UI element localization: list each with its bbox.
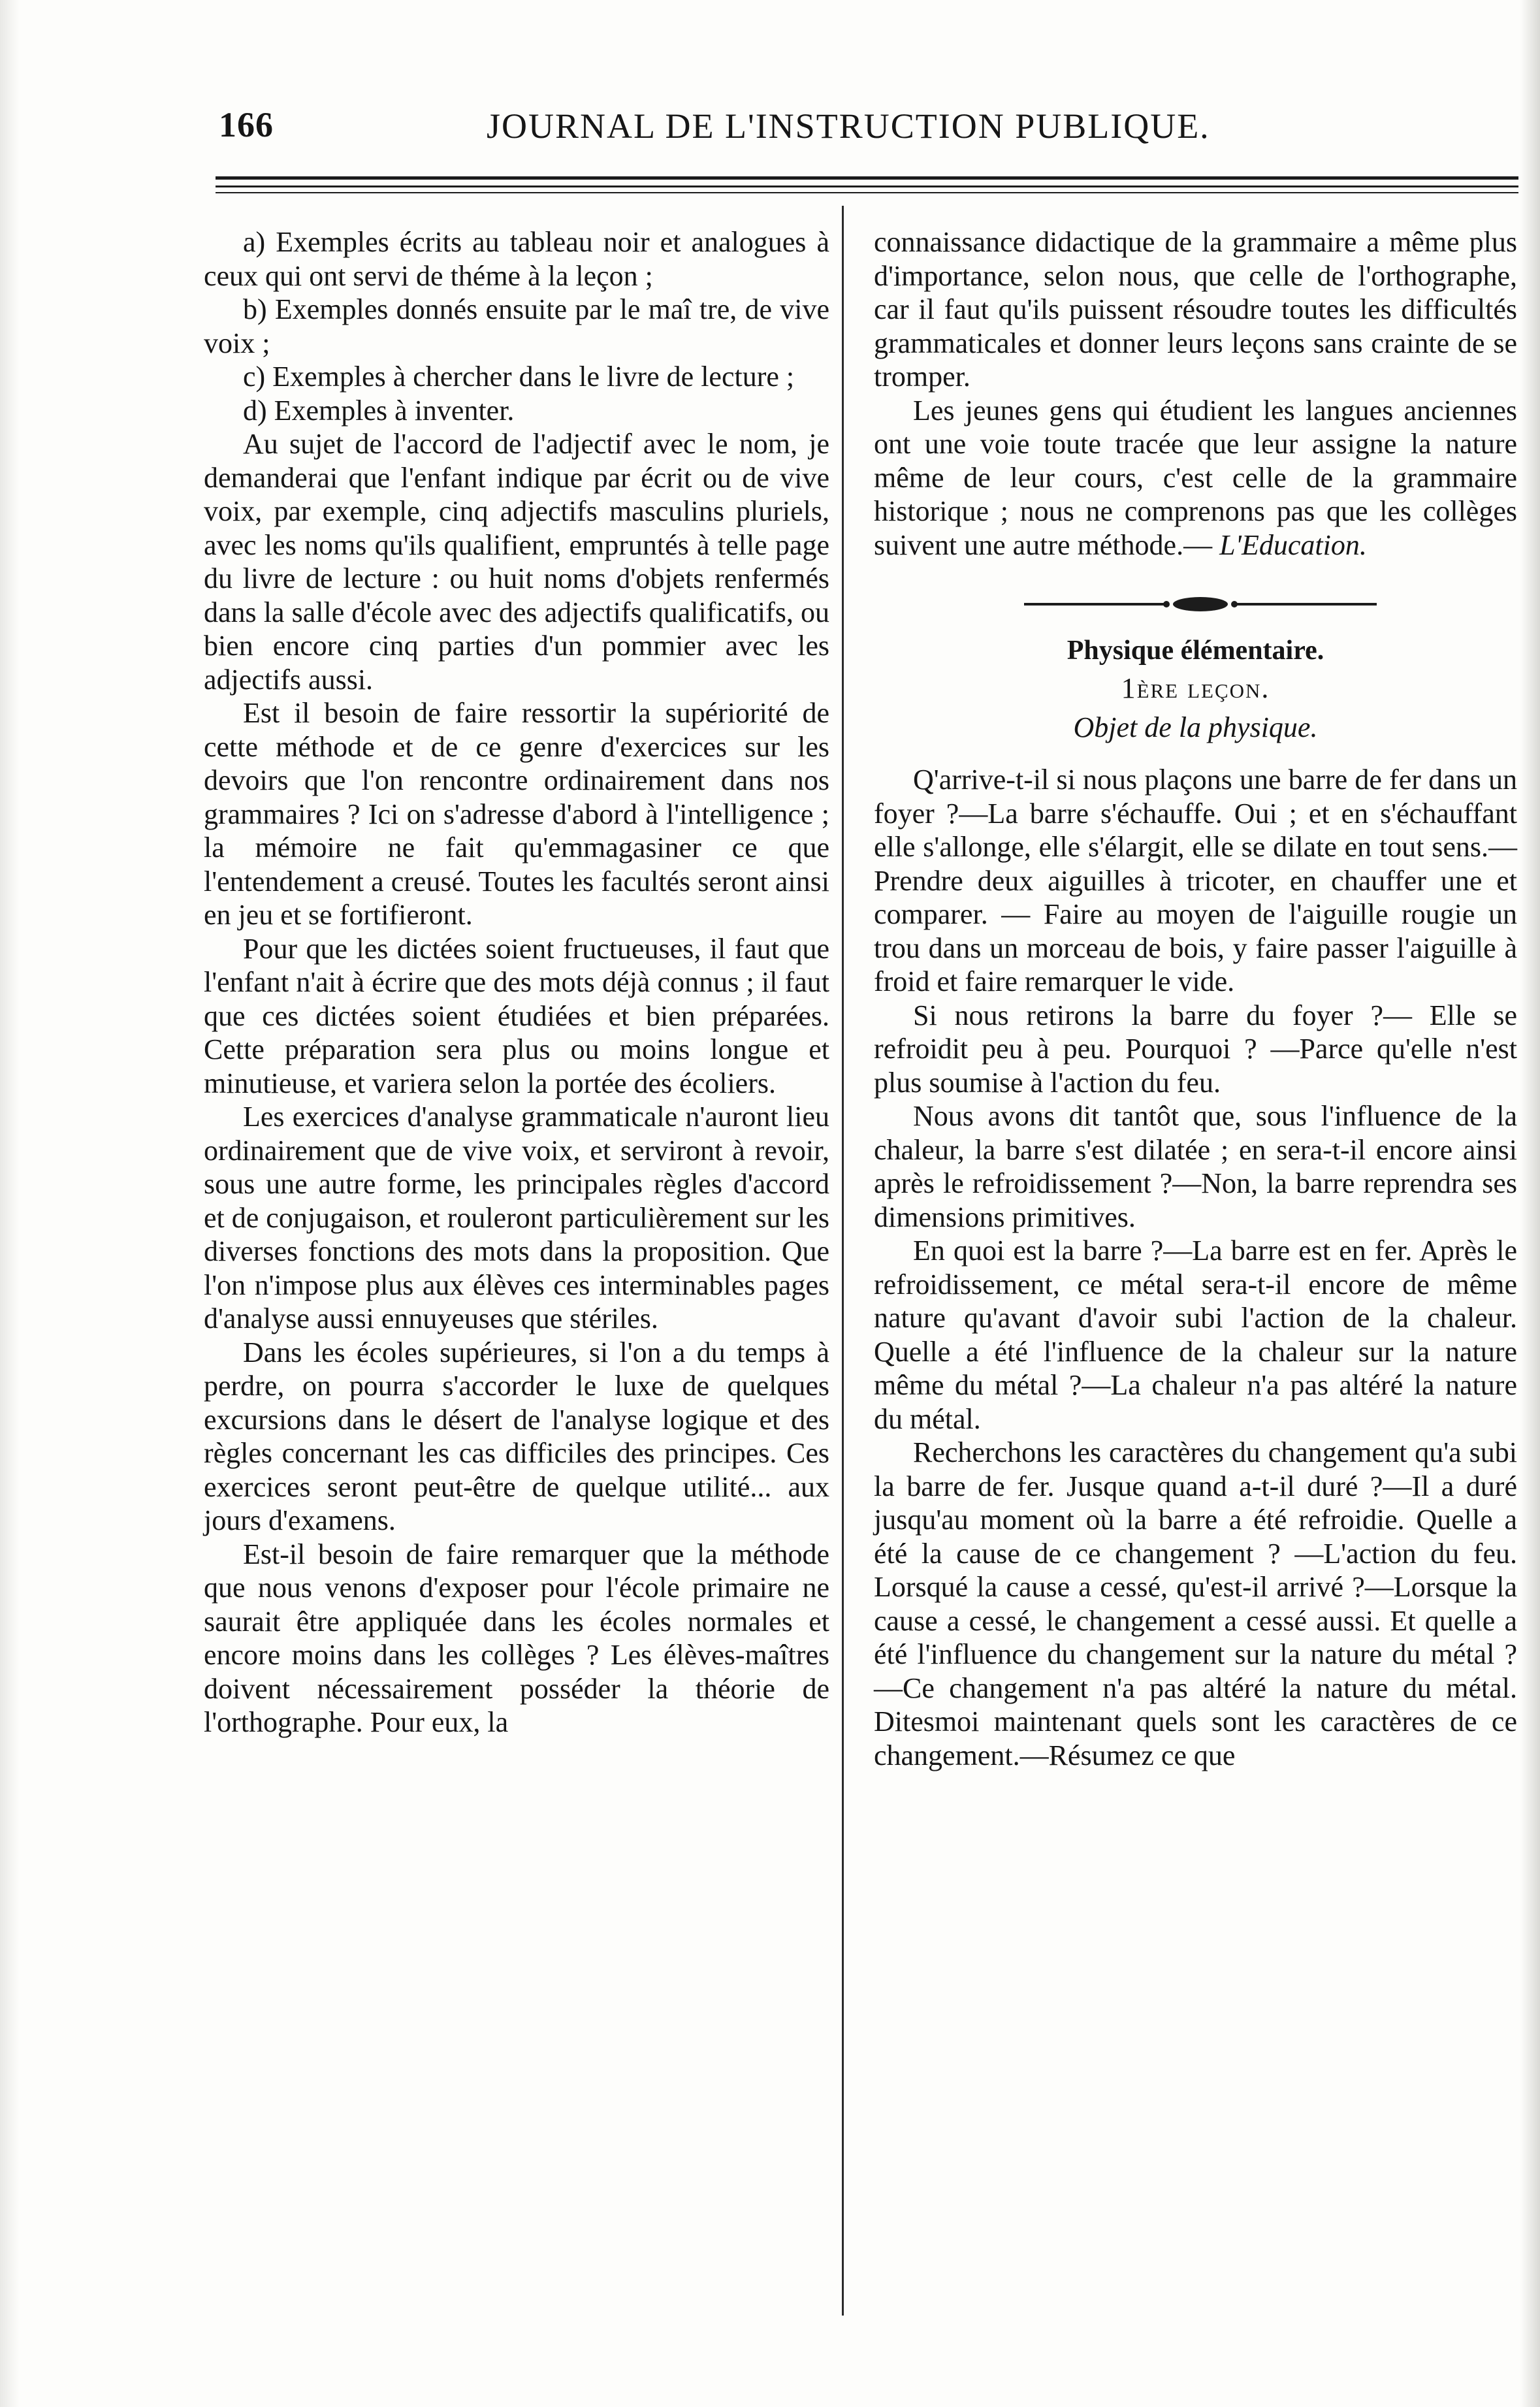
paragraph: Est il besoin de faire ressortir la supériorité de cette méthode et de ce genre d'exercices sur les devoirs que l'on rencontre ordinairement dans nos grammaires ? Ici on s'adresse d'abord à l'intelligence ; la mémoire ne fait qu'emmagasiner ce que l'entendement a creusé. Toutes les facultés seront ainsi en jeu et se fortifieront.: [204, 697, 829, 931]
paragraph: Pour que les dictées soient fructueuses, il faut que l'enfant n'ait à écrire que des mots déjà connus ; il faut que ces dictées soient étudiées et bien préparées. Cette préparation sera plus ou moins longue et minutieuse, et variera selon la portée des écoliers.: [204, 932, 829, 1099]
running-title: JOURNAL DE L'INSTRUCTION PUBLIQUE.: [487, 106, 1210, 146]
left-column: [204, 225, 829, 1739]
source-attribution: L'Education.: [1219, 528, 1367, 561]
paragraph: Si nous retirons la barre du foyer ?— Elle se refroidit peu à peu. Pourquoi ? —Parce qu'elle n'est plus soumise à l'action du feu.: [874, 999, 1517, 1099]
right-column: [874, 225, 1517, 1772]
paragraph-text: Les jeunes gens qui étudient les langues anciennes ont une voie toute tracée que leur assigne la nature même de leur cours, c'est celle de la grammaire historique ; nous ne comprenons pas que les collèges suivent une autre méthode.—: [874, 394, 1517, 561]
ornament-rule-icon: [1018, 594, 1383, 614]
exercise-item-d: d) Exemples à inventer.: [243, 394, 515, 427]
page-header: [219, 105, 1251, 157]
exercise-item-b: b) Exemples donnés ensuite par le maî tre, de vive voix ;: [204, 293, 829, 359]
lesson-title: 1ère leçon.: [1121, 672, 1270, 704]
exercise-item-a: a) Exemples écrits au tableau noir et analogues à ceux qui ont servi de théme à la leçon ;: [204, 226, 829, 292]
scan-edge-right: [1520, 0, 1540, 2407]
header-rule-middle: [216, 186, 1518, 187]
exercise-item-c: c) Exemples à chercher dans le livre de lecture ;: [243, 361, 795, 393]
section-ornament: [874, 562, 1517, 627]
paragraph: En quoi est la barre ?—La barre est en fer. Après le refroidissement, ce métal sera-t-il encore de même nature qu'avant d'avoir subi l'action de la chaleur. Quelle a été l'influence de la chaleur sur la nature même du métal ?—La chaleur n'a pas altéré la nature du métal.: [874, 1235, 1517, 1435]
scan-edge-left: [0, 0, 20, 2407]
continued-paragraph: connaissance didactique de la grammaire a même plus d'importance, selon nous, que celle de l'orthographe, car il faut qu'ils puissent résoudre toutes les difficultés grammaticales et donner leurs leçons sans crainte de se tromper.: [874, 226, 1517, 393]
paragraph: Q'arrive-t-il si nous plaçons une barre de fer dans un foyer ?—La barre s'échauffe. Oui ; et en s'échauffant elle s'allonge, elle s'élargit, elle se dilate en tout sens.— Prendre deux aiguilles à tricoter, en chauffer une et comparer. — Faire au moyen de l'aiguille rougie un trou dans un morceau de bois, y faire passer l'aiguille à froid et faire remarquer le vide.: [874, 764, 1517, 997]
paragraph: Recherchons les caractères du changement qu'a subi la barre de fer. Jusque quand a-t-il duré ?—Il a duré jusqu'au moment où la barre a été refroidie. Quelle a été la cause de ce changement ? —L'action du feu. Lorsqué la cause a cessé, qu'est-il arrivé ?—Lorsque la cause a cessé, le changement a cessé aussi. Et quelle a été l'influence du changement sur la nature du métal ?—Ce changement n'a pas altéré la nature du métal. Ditesmoi maintenant quels sont les caractères de ce changement.—Résumez ce que: [874, 1436, 1517, 1771]
paragraph-with-source: [874, 394, 1517, 562]
paragraph: Nous avons dit tantôt que, sous l'influence de la chaleur, la barre s'est dilatée ; en sera-t-il encore ainsi après le refroidissement ?—Non, la barre reprendra ses dimensions primitives.: [874, 1100, 1517, 1233]
header-rule-thick: [216, 176, 1518, 180]
header-rule-thin: [216, 192, 1518, 193]
column-divider: [842, 206, 844, 2316]
paragraph: Est-il besoin de faire remarquer que la méthode que nous venons d'exposer pour l'école primaire ne saurait être appliquée dans les écoles normales et encore moins dans les collèges ? Les élèves-maîtres doivent nécessairement posséder la théorie de l'orthographe. Pour eux, la: [204, 1538, 829, 1738]
lesson-subject: Objet de la physique.: [1073, 711, 1318, 743]
section-title: Physique élémentaire.: [1067, 636, 1324, 666]
paragraph: Les exercices d'analyse grammaticale n'auront lieu ordinairement que de vive voix, et serviront à revoir, sous une autre forme, les principales règles d'accord et de conjugaison, et rouleront particulièrement sur les diverses fonctions des mots dans la proposition. Que l'on n'impose plus aux élèves ces interminables pages d'analyse aussi ennuyeuses que stériles.: [204, 1101, 829, 1334]
paragraph: Au sujet de l'accord de l'adjectif avec le nom, je demanderai que l'enfant indique par écrit ou de vive voix, par exemple, cinq adjectifs masculins pluriels, avec les noms qu'ils qualifient, empruntés à telle page du livre de lecture : ou huit noms d'objets renfermés dans la salle d'école avec des adjectifs qualificatifs, ou bien encore cinq parties d'un pommier avec les adjectifs aussi.: [204, 428, 829, 696]
page-number: 166: [219, 105, 274, 144]
paragraph: Dans les écoles supérieures, si l'on a du temps à perdre, on pourra s'accorder le luxe de quelques excursions dans le désert de l'analyse logique et des règles concernant les cas difficiles des principes. Ces exercices seront peut-être de quelque utilité... aux jours d'examens.: [204, 1336, 829, 1536]
